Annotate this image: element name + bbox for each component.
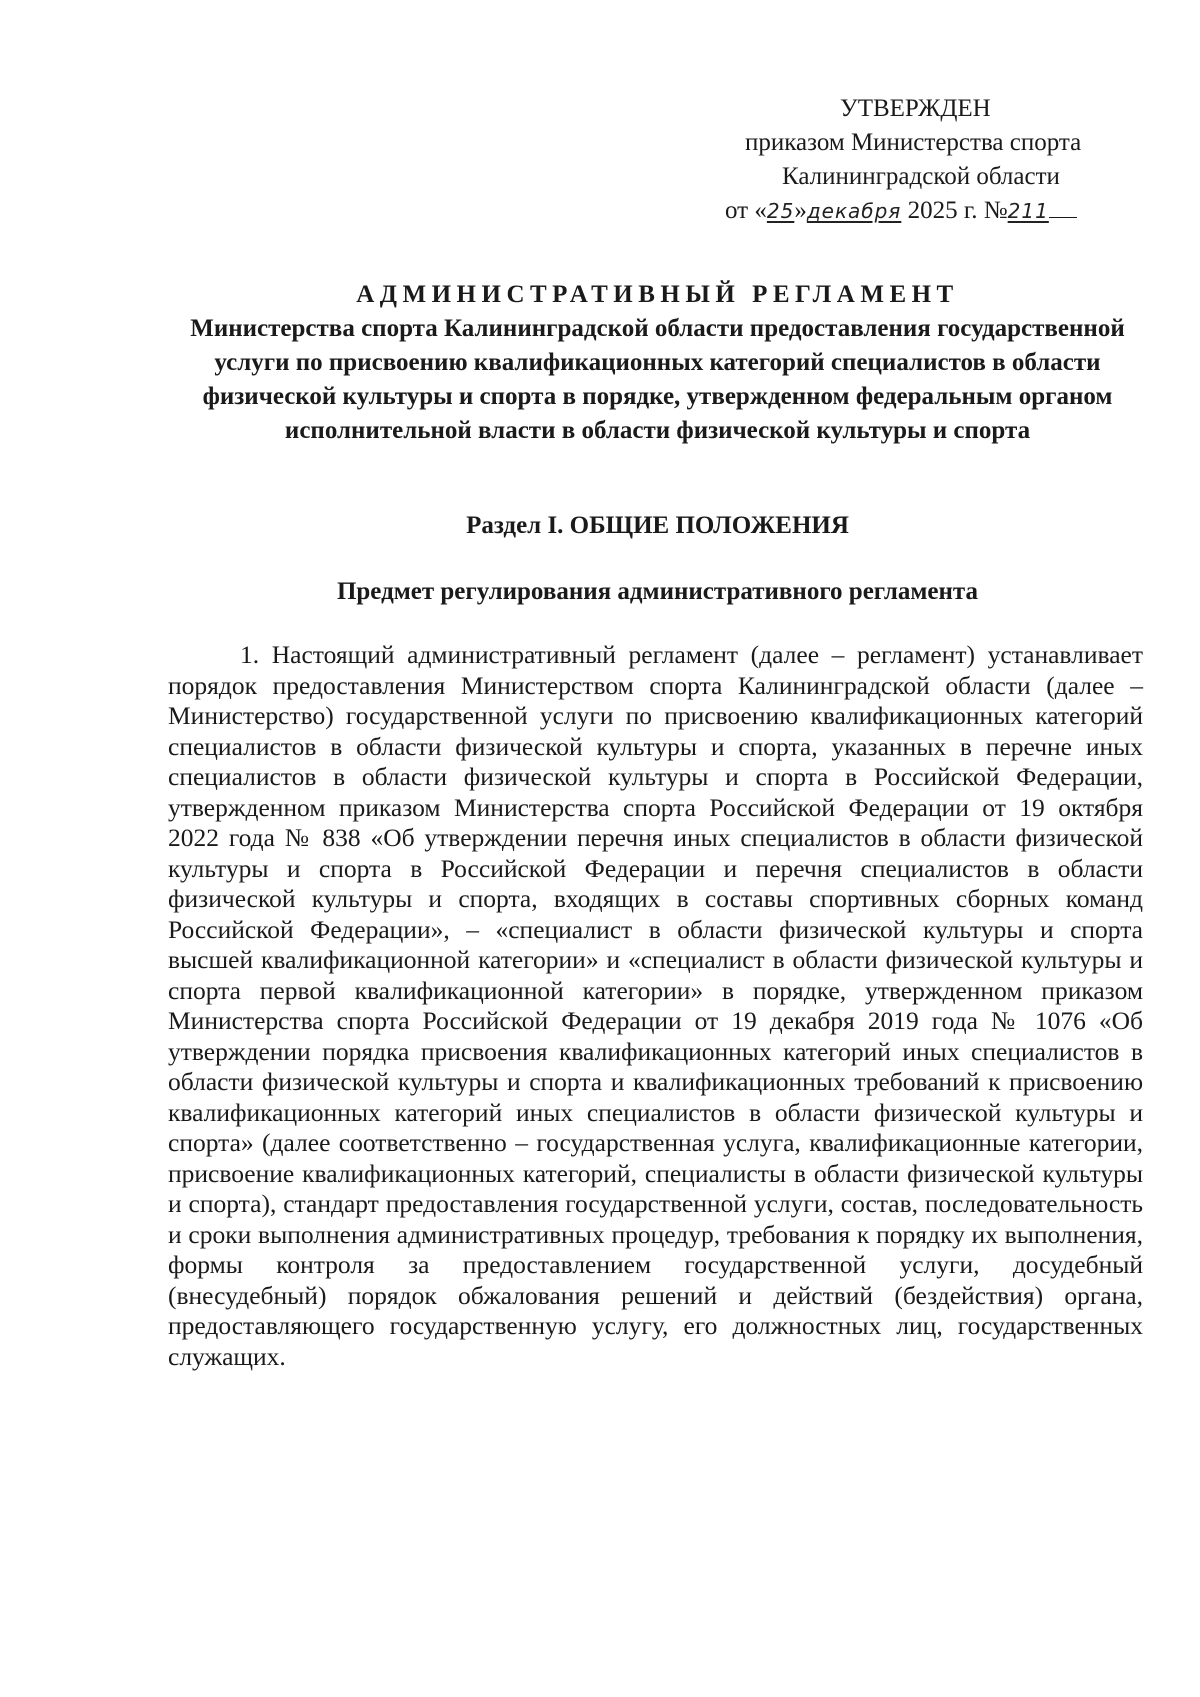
section-heading: Раздел I. ОБЩИЕ ПОЛОЖЕНИЯ	[466, 512, 849, 539]
approval-stamp-block	[700, 92, 1140, 228]
handwritten-day: 25	[766, 199, 795, 223]
approval-order-line: приказом Министерства спорта	[745, 129, 1082, 156]
date-prefix: от «	[725, 197, 767, 224]
handwritten-order-number: 211	[1007, 199, 1049, 223]
handwritten-month: декабря	[806, 199, 902, 223]
date-year: 2025 г. №	[901, 197, 1008, 224]
approval-region-line: Калининградской области	[782, 163, 1060, 190]
document-subtitle: Министерства спорта Калининградской области предоставления государственной услуги по присвоению квалификационных категорий специалистов в области физической культуры и спорта в порядке, утвержденном федеральным органом исполнительной власти в области физической культуры и спорта	[190, 315, 1125, 444]
approval-date-line	[700, 194, 1140, 228]
approval-heading: УТВЕРЖДЕН	[840, 95, 991, 122]
paragraph-1: 1. Настоящий административный регламент (далее – регламент) устанавливает порядок предоставления Министерством спорта Калининградской области (далее – Министерство) государственной услуги по присвоению квалификационных категорий специалистов в области физической культуры и спорта, указанных в перечне иных специалистов в области физической культуры и спорта в Российской Федерации, утвержденном приказом Министерства спорта Российской Федерации от 19 октября 2022 года № 838 «Об утверждении перечня иных специалистов в области физической культуры и спорта в Российской Федерации и перечня специалистов в области физической культуры и спорта, входящих в составы спортивных сборных команд Российской Федерации», – «специалист в области физической культуры и спорта высшей квалификационной категории» и «специалист в области физической культуры и спорта первой квалификационной категории» в порядке, утвержденном приказом Министерства спорта Российской Федерации от 19 декабря 2019 года № 1076 «Об утверждении порядка присвоения квалификационных категорий иных специалистов в области физической культуры и спорта и квалификационных требований к присвоению квалификационных категорий иных специалистов в области физической культуры и спорта» (далее соответственно – государственная услуга, квалификационные категории, присвоение квалификационных категорий, специалисты в области физической культуры и спорта), стандарт предоставления государственной услуги, состав, последовательность и сроки выполнения административных процедур, требования к порядку их выполнения, формы контроля за предоставлением государственной услуги, досудебный (внесудебный) порядок обжалования решений и действий (бездействия) органа, предоставляющего государственную услугу, его должностных лиц, государственных служащих.	[168, 640, 1143, 1371]
date-quote-close: »	[794, 197, 807, 224]
number-underline	[1049, 195, 1077, 218]
subsection-heading: Предмет регулирования административного регламента	[336, 578, 979, 605]
document-title-block	[170, 278, 1145, 448]
document-title: АДМИНИСТРАТИВНЫЙ РЕГЛАМЕНТ	[356, 281, 959, 308]
